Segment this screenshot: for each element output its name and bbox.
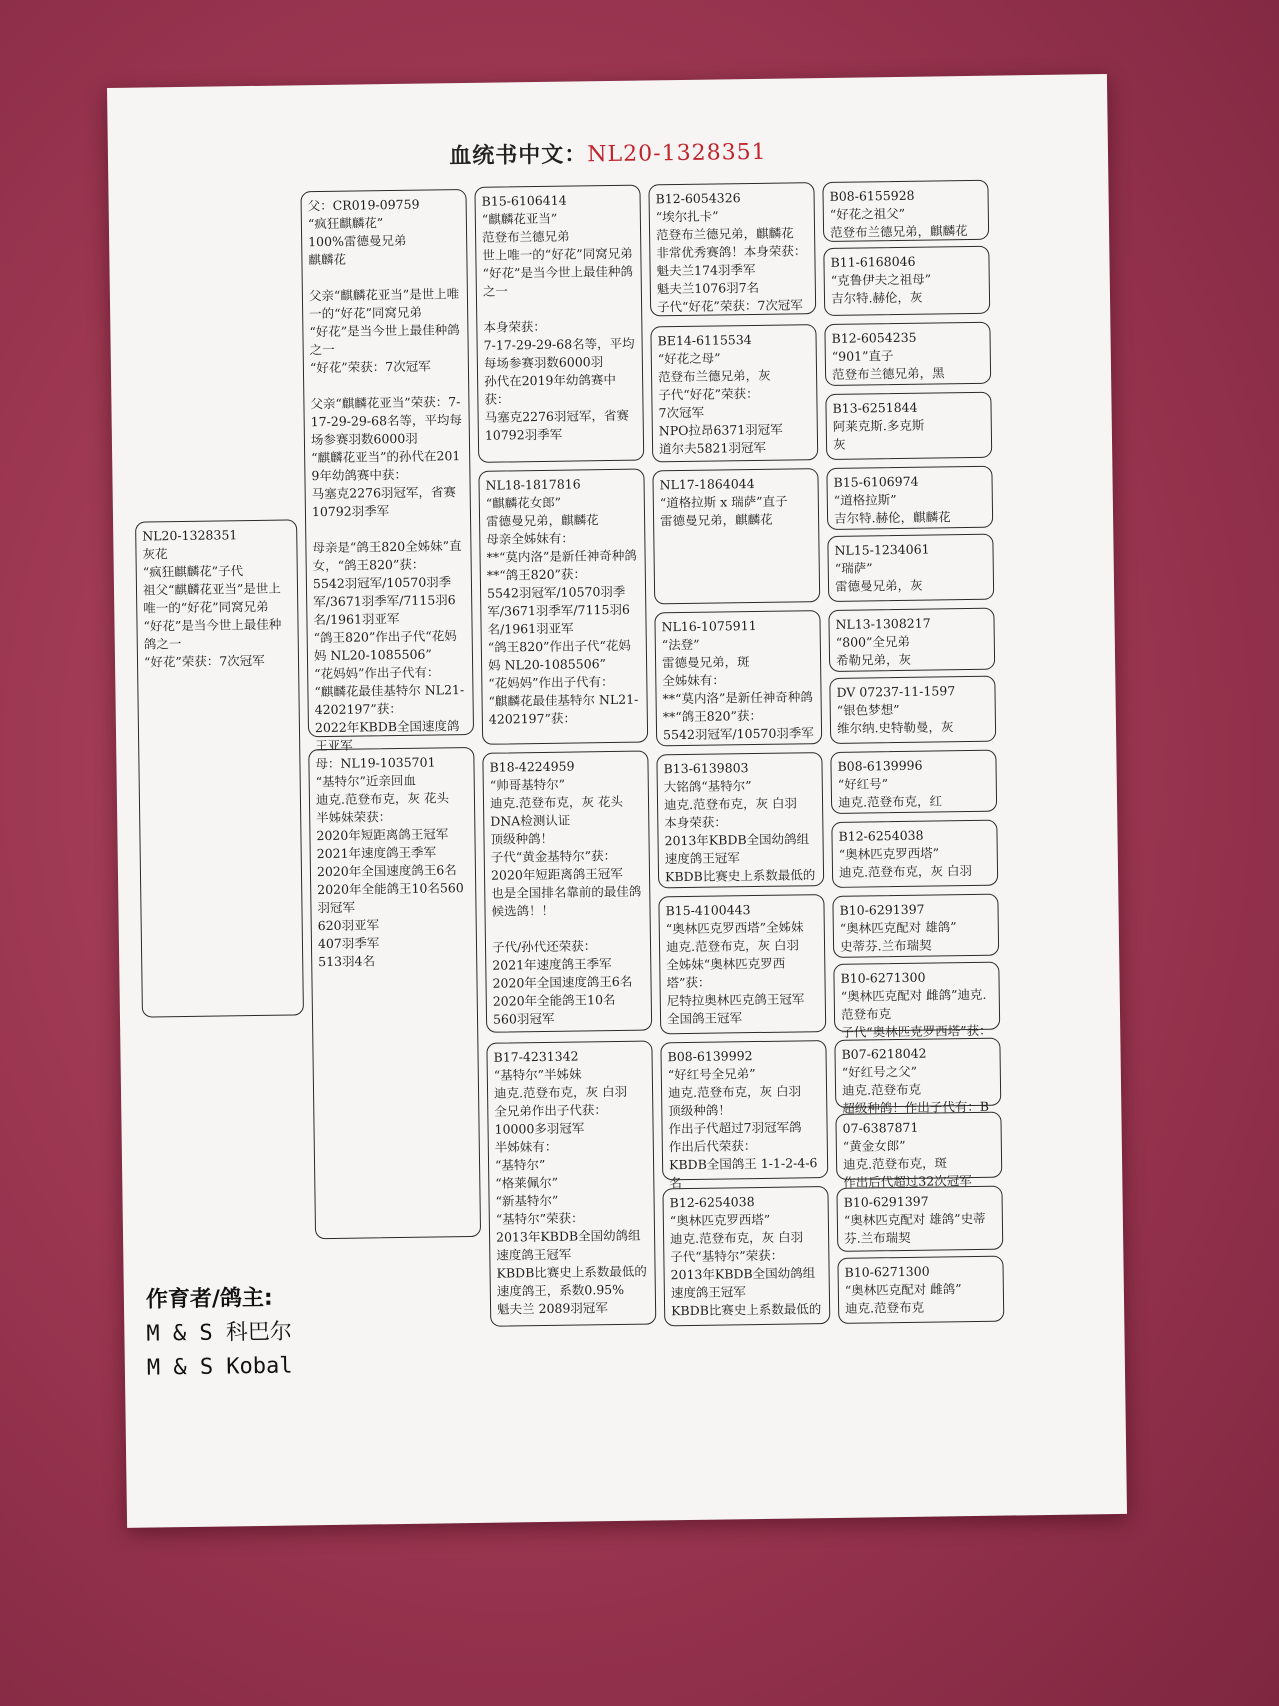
ggg-text-2: B11-6168046 “克鲁伊夫之祖母” 吉尔特.赫伦，灰 xyxy=(830,253,932,306)
grandparent-text-ss: B15-6106414 “麒麟花亚当” 范登布兰德兄弟 世上唯一的“好花”同窝兄弟 “好花”是当今世上最佳种鸽之一 本身荣获： 7-17-29-29-68名等，平均每场参赛羽数6000羽 孙代在2019年幼鸽赛中获： 马塞克2276羽冠军，省赛10792羽季军 xyxy=(481,192,635,443)
dam-box xyxy=(308,747,481,1239)
ggg-box-11 xyxy=(832,894,999,958)
ggg-text-14: 07-6387871 “黄金女郎” 迪克.范登布克，斑 作出后代超过32次冠军 xyxy=(842,1119,972,1190)
ggg-text-5: B15-6106974 “道格拉斯” 吉尔特.赫伦，麒麟花 xyxy=(833,473,951,526)
grandparent-text-dd: B17-4231342 “基特尔”半姊妹 迪克.范登布克，灰 白羽 全兄弟作出子代获： 10000多羽冠军 半姊妹有： “基特尔” “格莱佩尔” “新基特尔” “基特尔”荣获： 2013年KBDB全国幼鸽组速度鸽王冠军 KBDB比赛史上系数最低的速度鸽王，系数0.95% 魁夫兰 2089羽冠军 xyxy=(493,1048,647,1317)
owner-name-chinese: M & S 科巴尔 xyxy=(146,1319,293,1347)
great-grandparent-text-7: B08-6139992 “好红号全兄弟” 迪克.范登布克，灰 白羽 顶级种鸽！ 作出子代超过7羽冠军鸽 作出后代荣获： KBDB全国鸽王 1-1-2-4-6名 xyxy=(667,1048,818,1191)
great-grandparent-text-4: NL16-1075911 “法登” 雷德曼兄弟，斑 全姊妹有： **“莫内洛”是新任神奇种鸽 **“鸽王820”获： 5542羽冠军/10570羽季军 xyxy=(661,617,814,743)
ggg-text-1: B08-6155928 “好花之祖父” 范登布兰德兄弟，麒麟花 xyxy=(829,187,968,240)
ggg-box-14 xyxy=(835,1112,1002,1190)
ggg-box-10 xyxy=(831,820,998,888)
ggg-text-10: B12-6254038 “奥林匹克罗西塔” 迪克.范登布克，灰 白羽 xyxy=(838,827,973,880)
ggg-box-13 xyxy=(834,1038,1001,1116)
pedigree-sheet xyxy=(107,74,1127,1528)
ggg-box-9 xyxy=(830,750,997,814)
ggg-text-12: B10-6271300 “奥林匹克配对 雌鸽”迪克.范登布克 子代“奥林匹克罗西塔”获： xyxy=(840,969,992,1040)
ggg-box-16 xyxy=(837,1256,1004,1324)
ggg-box-12 xyxy=(833,962,1000,1040)
ggg-text-6: NL15-1234061 “瑞萨” 雷德曼兄弟，灰 xyxy=(834,541,930,594)
ggg-box-7 xyxy=(828,608,995,672)
ggg-box-8 xyxy=(829,676,996,744)
ggg-text-4: B13-6251844 阿莱克斯.多克斯 灰 xyxy=(832,399,925,452)
great-grandparent-text-8: B12-6254038 “奥林匹克罗西塔” 迪克.范登布克，灰 白羽 子代“基特尔”荣获： 2013年KBDB全国幼鸽组速度鸽王冠军 KBDB比赛史上系数最低的 xyxy=(669,1194,822,1319)
ggg-text-3: B12-6054235 “901”直子 范登布兰德兄弟，黑 xyxy=(831,329,945,382)
great-grandparent-text-3: NL17-1864044 “道格拉斯 x 瑞萨”直子 雷德曼兄弟，麒麟花 xyxy=(659,475,788,529)
great-grandparent-box-4 xyxy=(654,610,822,746)
owner-block xyxy=(146,1281,293,1386)
ggg-text-8: DV 07237-11-1597 “银色梦想” 维尔纳.史特勒曼，灰 xyxy=(836,683,956,736)
ggg-box-4 xyxy=(825,392,992,460)
grandparent-box-sd xyxy=(478,469,648,745)
ggg-text-11: B10-6291397 “奥林匹克配对 雄鸽” 史蒂芬.兰布瑞契 xyxy=(839,901,957,954)
ggg-text-15: B10-6291397 “奥林匹克配对 雄鸽”史蒂芬.兰布瑞契 xyxy=(843,1193,986,1246)
ggg-text-9: B08-6139996 “好红号” 迪克.范登布克，红 xyxy=(837,757,943,810)
grandparent-text-sd: NL18-1817816 “麒麟花女郎” 雷德曼兄弟，麒麟花 母亲全姊妹有： **“莫内洛”是新任神奇种鸽 **“鸽王820”获： 5542羽冠军/10570羽季军/3671羽季军/7115羽6名/1961羽亚军 “鸽王820”作出子代“花妈妈 NL20-1085506” “花妈妈”作出子代有： “麒麟花最佳基特尔 NL21-4202197”获： xyxy=(485,476,639,727)
subject-text: NL20-1328351 灰花 “疯狂麒麟花”子代 祖父“麒麟花亚当”是世上唯一的“好花”同窝兄弟 “好花”是当今世上最佳种鸽之一 “好花”荣获：7次冠军 xyxy=(142,527,282,670)
ggg-text-13: B07-6218042 “好红号之父” 迪克.范登布克 超级种鸽！作出子代有：B xyxy=(841,1045,990,1116)
sire-box xyxy=(300,189,474,754)
ggg-box-15 xyxy=(836,1186,1003,1252)
great-grandparent-text-5: B13-6139803 大铭鸽“基特尔” 迪克.范登布克，灰 白羽 本身荣获： 2013年KBDB全国幼鸽组速度鸽王冠军 KBDB比赛史上系数最低的 xyxy=(663,760,816,885)
ggg-text-7: NL13-1308217 “800”全兄弟 希勒兄弟，灰 xyxy=(835,615,931,668)
grandparent-box-ds xyxy=(482,751,652,1033)
owner-label: 作育者/鸽主: xyxy=(145,1285,273,1313)
ggg-box-5 xyxy=(826,466,993,530)
page-title xyxy=(108,130,1108,175)
ggg-box-2 xyxy=(823,246,990,316)
great-grandparent-box-3 xyxy=(652,468,820,604)
great-grandparent-text-2: BE14-6115534 “好花之母” 范登布兰德兄弟，灰 子代“好花”荣获： 7次冠军 NPO拉昂6371羽冠军 道尔夫5821羽冠军 xyxy=(657,332,783,457)
great-grandparent-box-2 xyxy=(650,324,818,462)
sire-text: 父：CR019-09759 “疯狂麒麟花” 100%雷德曼兄弟 麒麟花 父亲“麒麟花亚当”是世上唯一的“好花”同窝兄弟 “好花”是当今世上最佳种鸽之一 “好花”荣获：7次冠军 父亲“麒麟花亚当”荣获：7-17-29-29-68名等，平均每场参赛羽数6000羽 “麒麟花亚当”的孙代在2019年幼鸽赛中获： 马塞克2276羽冠军，省赛10792羽季军 母亲是“鸽王820全姊妹”直女，“鸽王820”获： 5542羽冠军/10570羽季军/3671羽季军/7115羽6名/1961羽亚军 “鸽王820”作出子代“花妈妈 NL20-1085506” “花妈妈”作出子代有： “麒麟花最佳基特尔 NL21-4202197”获： 2022年KBDB全国速度鸽王亚军 xyxy=(307,196,465,754)
ggg-text-16: B10-6271300 “奥林匹克配对 雌鸽” 迪克.范登布克 xyxy=(844,1263,962,1316)
subject-box xyxy=(135,519,304,1017)
great-grandparent-box-5 xyxy=(656,752,824,888)
grandparent-text-ds: B18-4224959 “帅哥基特尔” 迪克.范登布克，灰 花头 DNA检测认证 顶级种鸽！ 子代“黄金基特尔”获： 2020年短距离鸽王冠军 也是全国排名靠前的最佳鸽候选鸽！！ 子代/孙代还荣获： 2021年速度鸽王季军 2020年全国速度鸽王6名 2020年全能鸽王10名 560羽冠军 xyxy=(489,758,642,1027)
ggg-box-1 xyxy=(822,180,989,242)
dam-text: 母：NL19-1035701 “基特尔”近亲回血 迪克.范登布克，灰 花头 半姊妹荣获： 2020年短距离鸽王冠军 2021年速度鸽王季军 2020年全国速度鸽王6名 2020年全能鸽王10名560羽冠军 620羽亚军 407羽季军 513羽4名 xyxy=(315,754,464,970)
grandparent-box-dd xyxy=(486,1040,656,1326)
great-grandparent-text-6: B15-4100443 “奥林匹克罗西塔”全姊妹 迪克.范登布克，灰 白羽 全姊妹“奥林匹克罗西塔”获： 尼特拉奥林匹克鸽王冠军 全国鸽王冠军 xyxy=(665,902,805,1027)
grandparent-box-ss xyxy=(474,185,644,463)
ggg-box-6 xyxy=(827,534,994,602)
title-ring-number: NL20-1328351 xyxy=(587,139,767,168)
owner-name-latin: M & S Kobal xyxy=(146,1353,293,1381)
great-grandparent-text-1: B12-6054326 “埃尔扎卡” 范登布兰德兄弟，麒麟花 非常优秀赛鸽！本身荣获： 魁夫兰174羽季军 魁夫兰1076羽7名 子代“好花”荣获：7次冠军 xyxy=(655,190,807,315)
great-grandparent-box-6 xyxy=(658,894,826,1034)
title-label: 血统书中文： xyxy=(449,141,588,170)
great-grandparent-box-8 xyxy=(662,1186,830,1326)
great-grandparent-box-1 xyxy=(648,182,816,316)
great-grandparent-box-7 xyxy=(660,1040,828,1191)
ggg-box-3 xyxy=(824,322,991,386)
